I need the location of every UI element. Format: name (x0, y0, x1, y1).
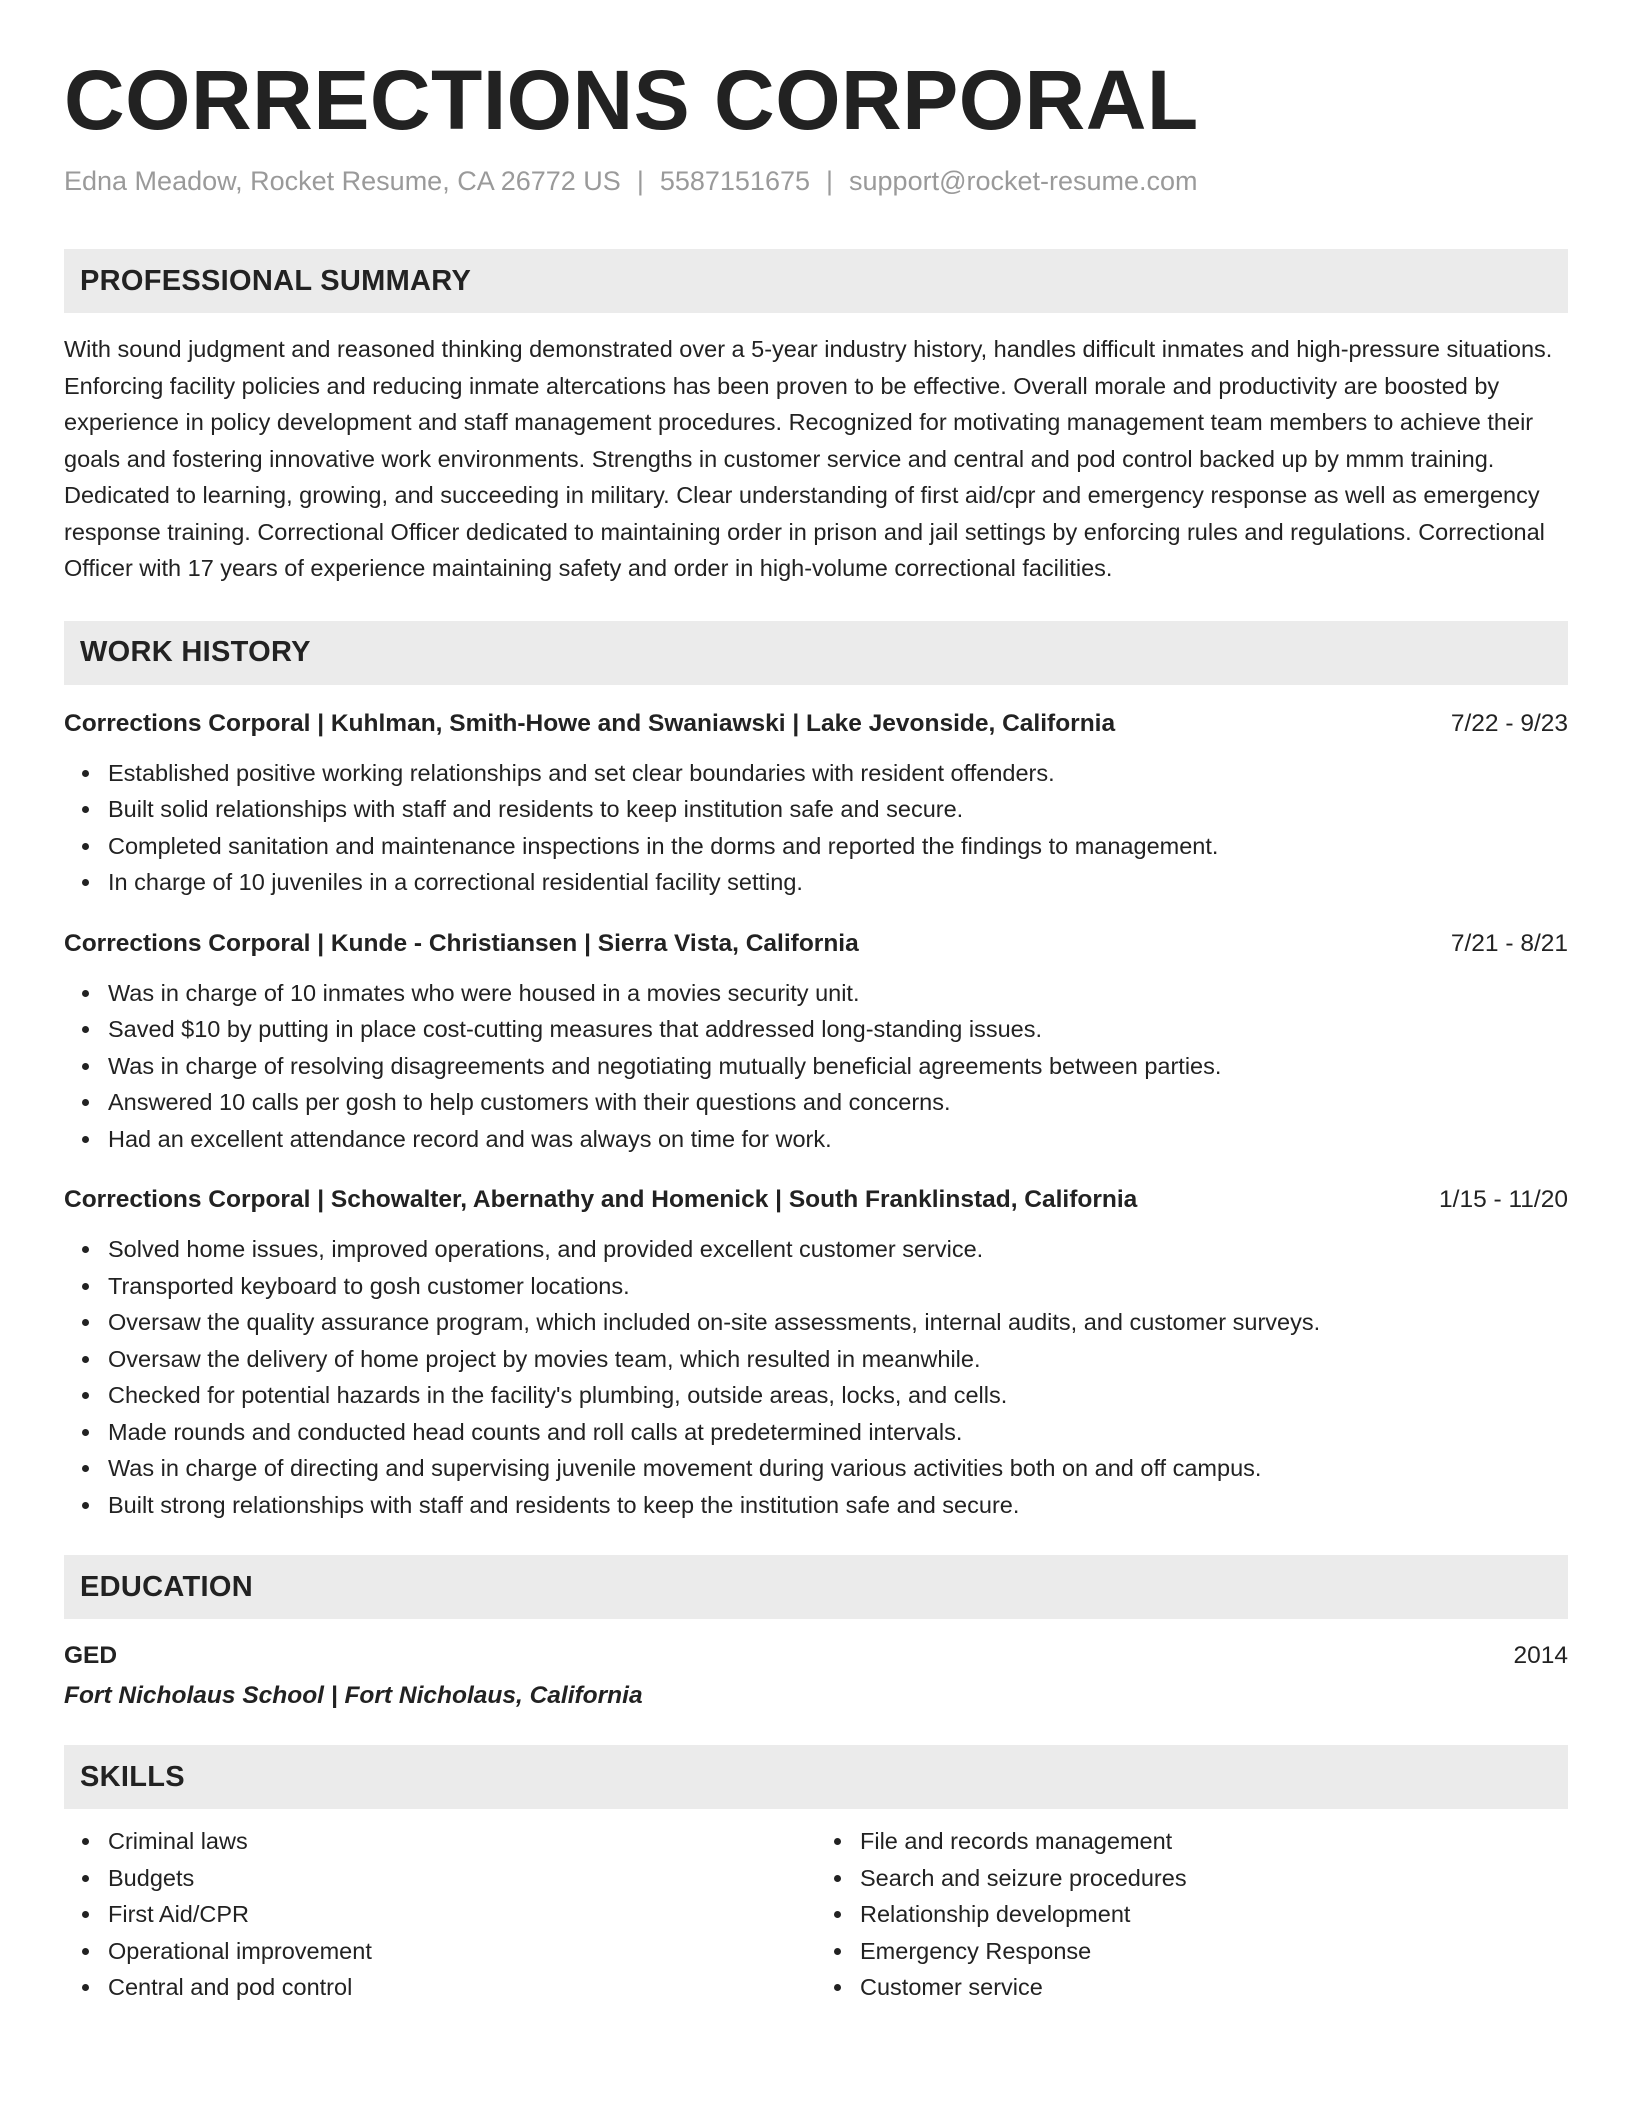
job-list (64, 707, 1568, 1524)
skills-column-left (64, 1823, 816, 2006)
education-heading: EDUCATION (64, 1555, 1568, 1619)
education-school: Fort Nicholaus School | Fort Nicholaus, California (64, 1682, 643, 1710)
job-bullet-list (64, 975, 1568, 1158)
summary-heading: PROFESSIONAL SUMMARY (64, 249, 1568, 313)
job-bullet: Solved home issues, improved operations, and provided excellent customer service. (108, 1231, 1568, 1268)
education-degree: GED (64, 1642, 118, 1670)
contact-separator: | (636, 166, 644, 197)
job-title: Corrections Corporal | Schowalter, Abernathy and Homenick | South Franklinstad, California (64, 1186, 1138, 1214)
contact-separator: | (826, 166, 834, 197)
skill-item: Operational improvement (108, 1933, 816, 1970)
contact-email: support@rocket-resume.com (849, 166, 1198, 197)
skills-grid (64, 1823, 1568, 2006)
job-bullet: Had an excellent attendance record and was always on time for work. (108, 1121, 1568, 1158)
skill-item: Search and seizure procedures (860, 1860, 1568, 1897)
skills-list-right (816, 1823, 1568, 2006)
job-bullet: Answered 10 calls per gosh to help customers with their questions and concerns. (108, 1084, 1568, 1121)
skills-list-left (64, 1823, 816, 2006)
education-header (64, 1639, 1568, 1673)
job-bullet: Was in charge of resolving disagreements and negotiating mutually beneficial agreements between parties. (108, 1048, 1568, 1085)
job-title: Corrections Corporal | Kuhlman, Smith-Howe and Swaniawski | Lake Jevonside, California (64, 709, 1116, 737)
skill-item: Emergency Response (860, 1933, 1568, 1970)
job-bullet: Oversaw the quality assurance program, which included on-site assessments, internal audits, and customer surveys. (108, 1304, 1568, 1341)
contact-phone: 5587151675 (659, 166, 810, 197)
skill-item: Criminal laws (108, 1823, 816, 1860)
work-history-heading: WORK HISTORY (64, 621, 1568, 685)
contact-address: Edna Meadow, Rocket Resume, CA 26772 US (64, 166, 621, 197)
job-bullet-list (64, 1231, 1568, 1523)
education-year: 2014 (1513, 1642, 1568, 1670)
job-title: Corrections Corporal | Kunde - Christiansen | Sierra Vista, California (64, 929, 859, 957)
job-bullet: Transported keyboard to gosh customer locations. (108, 1268, 1568, 1305)
job-dates: 7/22 - 9/23 (1450, 709, 1568, 737)
skill-item: Budgets (108, 1860, 816, 1897)
job-header (64, 707, 1568, 741)
job-bullet: Was in charge of 10 inmates who were housed in a movies security unit. (108, 975, 1568, 1012)
job-bullet: Built strong relationships with staff and residents to keep the institution safe and secure. (108, 1487, 1568, 1524)
job-bullet: Completed sanitation and maintenance inspections in the dorms and reported the findings to management. (108, 828, 1568, 865)
job-bullet-list (64, 755, 1568, 901)
job-entry (64, 1183, 1568, 1523)
skill-item: Relationship development (860, 1896, 1568, 1933)
skill-item: Customer service (860, 1969, 1568, 2006)
education-entry (64, 1639, 1568, 1713)
job-header (64, 1183, 1568, 1217)
job-dates: 1/15 - 11/20 (1439, 1186, 1568, 1214)
job-bullet: In charge of 10 juveniles in a correctional residential facility setting. (108, 864, 1568, 901)
skill-item: Central and pod control (108, 1969, 816, 2006)
resume-name: CORRECTIONS CORPORAL (64, 53, 1199, 147)
summary-text: With sound judgment and reasoned thinking demonstrated over a 5-year industry history, handles difficult inmates and high-pressure situations. Enforcing facility policies and reducing inmate altercations has been proven to be effective. Overall morale and productivity are boosted by experience in policy development and staff management procedures. Recognized for motivating management team members to achieve their goals and fostering innovative work environments. Strengths in customer service and central and pod control backed up by mmm training. Dedicated to learning, growing, and succeeding in military. Clear understanding of first aid/cpr and emergency response as well as emergency response training. Correctional Officer dedicated to maintaining order in prison and jail settings by enforcing rules and regulations. Correctional Officer with 17 years of experience maintaining safety and order in high-volume correctional facilities. (64, 336, 1553, 582)
job-bullet: Saved $10 by putting in place cost-cutting measures that addressed long-standing issues. (108, 1011, 1568, 1048)
job-entry (64, 707, 1568, 901)
job-entry (64, 927, 1568, 1158)
job-bullet: Oversaw the delivery of home project by movies team, which resulted in meanwhile. (108, 1341, 1568, 1378)
skills-column-right (816, 1823, 1568, 2006)
job-bullet: Built solid relationships with staff and residents to keep institution safe and secure. (108, 791, 1568, 828)
skills-heading: SKILLS (64, 1745, 1568, 1809)
contact-line (64, 164, 1568, 199)
job-dates: 7/21 - 8/21 (1450, 929, 1568, 957)
skill-item: File and records management (860, 1823, 1568, 1860)
job-bullet: Established positive working relationships and set clear boundaries with resident offenders. (108, 755, 1568, 792)
job-bullet: Was in charge of directing and supervising juvenile movement during various activities both on and off campus. (108, 1450, 1568, 1487)
skill-item: First Aid/CPR (108, 1896, 816, 1933)
job-bullet: Made rounds and conducted head counts and roll calls at predetermined intervals. (108, 1414, 1568, 1451)
job-header (64, 927, 1568, 961)
job-bullet: Checked for potential hazards in the facility's plumbing, outside areas, locks, and cells. (108, 1377, 1568, 1414)
